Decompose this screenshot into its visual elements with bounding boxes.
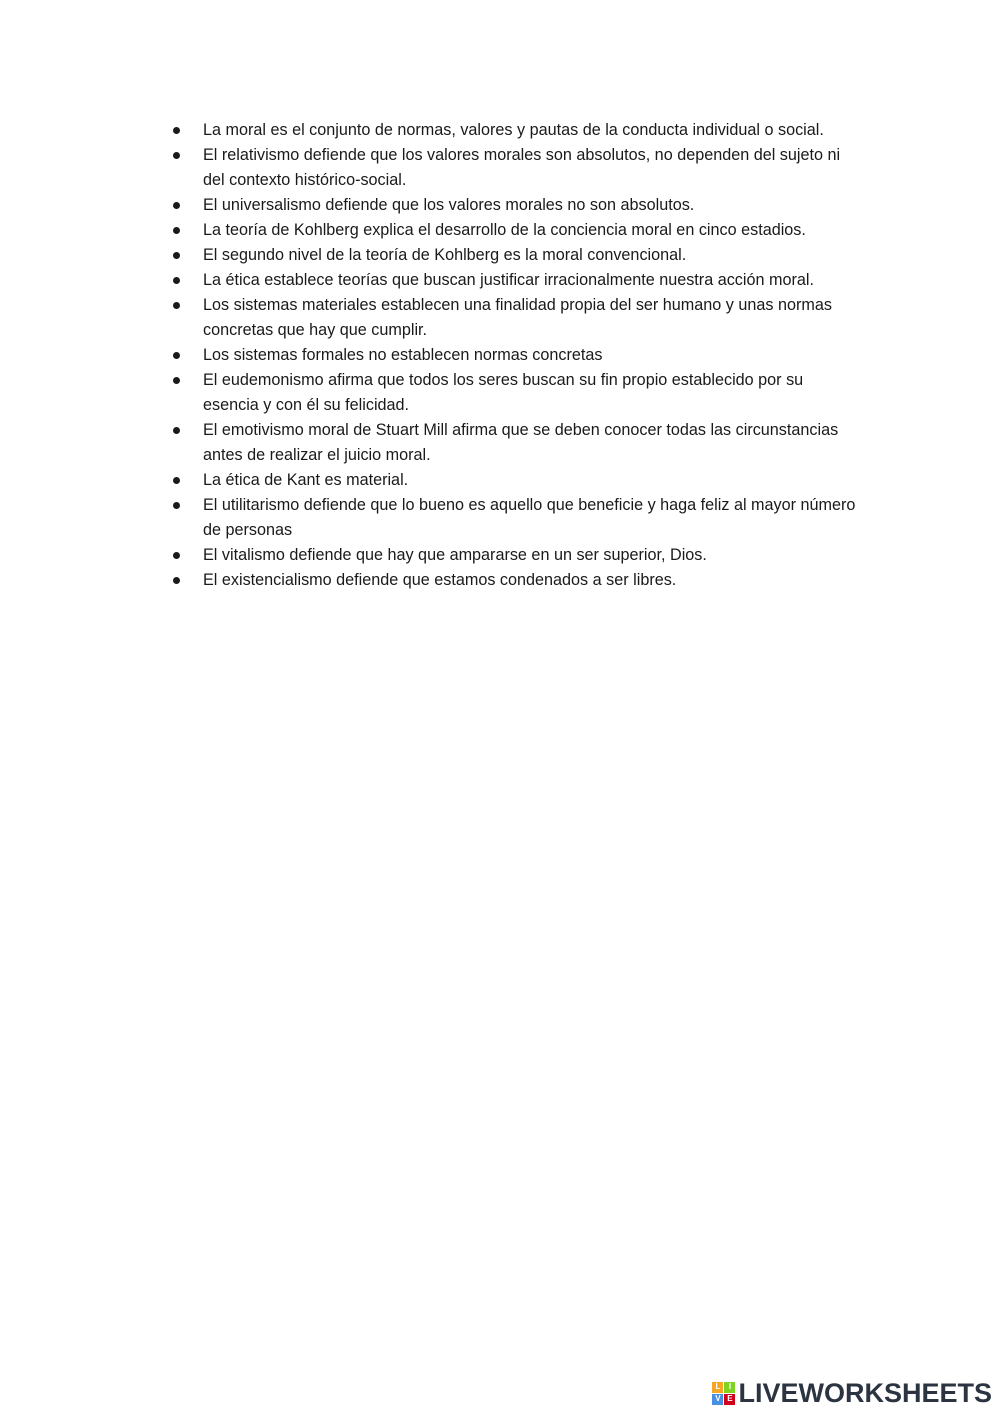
bullet-icon (173, 277, 180, 284)
list-item (173, 343, 863, 368)
statement-text: La moral es el conjunto de normas, valores y pautas de la conducta individual o social. (203, 121, 824, 139)
logo-tile: L (712, 1382, 723, 1393)
list-item (173, 368, 863, 418)
statement-text: El relativismo defiende que los valores morales son absolutos, no dependen del sujeto ni del contexto histórico-social. (203, 146, 841, 189)
list-item (173, 268, 863, 293)
liveworksheets-logo-icon (712, 1382, 735, 1405)
list-item (173, 568, 863, 593)
bullet-icon (173, 352, 180, 359)
list-item (173, 218, 863, 243)
statement-text: El universalismo defiende que los valores morales no son absolutos. (203, 196, 695, 214)
list-item (173, 543, 863, 568)
statement-text: El existencialismo defiende que estamos condenados a ser libres. (203, 571, 677, 589)
bullet-icon (173, 477, 180, 484)
brand-wordmark: LIVEWORKSHEETS (738, 1377, 992, 1408)
bullet-icon (173, 127, 180, 134)
statement-text: Los sistemas materiales establecen una finalidad propia del ser humano y unas normas concretas que hay que cumplir. (203, 296, 832, 339)
statement-text: El utilitarismo defiende que lo bueno es aquello que beneficie y haga feliz al mayor número de personas (203, 496, 856, 539)
statement-text: La ética establece teorías que buscan justificar irracionalmente nuestra acción moral. (203, 271, 814, 289)
list-item (173, 118, 863, 143)
statement-text: La ética de Kant es material. (203, 471, 409, 489)
list-item (173, 418, 863, 468)
list-item (173, 143, 863, 193)
logo-tile: V (712, 1394, 723, 1405)
bullet-icon (173, 227, 180, 234)
list-item (173, 193, 863, 218)
bullet-icon (173, 552, 180, 559)
bullet-icon (173, 427, 180, 434)
logo-tile: E (724, 1394, 735, 1405)
bullet-icon (173, 377, 180, 384)
list-item (173, 493, 863, 543)
bullet-icon (173, 202, 180, 209)
liveworksheets-brand (712, 1379, 992, 1407)
bullet-icon (173, 302, 180, 309)
statement-text: El eudemonismo afirma que todos los seres buscan su fin propio establecido por su esencia y con él su felicidad. (203, 371, 804, 414)
bullet-icon (173, 577, 180, 584)
statement-text: Los sistemas formales no establecen normas concretas (203, 346, 603, 364)
bullet-icon (173, 252, 180, 259)
list-item (173, 468, 863, 493)
statement-list (173, 118, 863, 593)
statement-text: El emotivismo moral de Stuart Mill afirma que se deben conocer todas las circunstancias antes de realizar el juicio moral. (203, 421, 839, 464)
bullet-icon (173, 152, 180, 159)
bullet-icon (173, 502, 180, 509)
list-item (173, 243, 863, 268)
statement-text: La teoría de Kohlberg explica el desarrollo de la conciencia moral en cinco estadios. (203, 221, 806, 239)
statement-text: El segundo nivel de la teoría de Kohlberg es la moral convencional. (203, 246, 687, 264)
logo-tile: I (724, 1382, 735, 1393)
statement-text: El vitalismo defiende que hay que ampararse en un ser superior, Dios. (203, 546, 707, 564)
list-item (173, 293, 863, 343)
